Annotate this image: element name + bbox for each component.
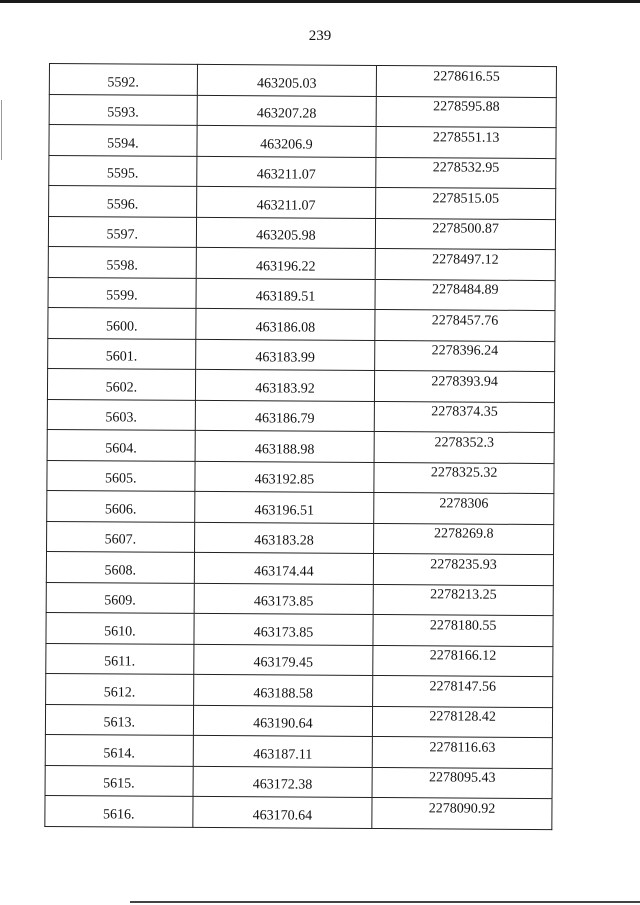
table-row [45,734,552,768]
x-coordinate-cell [197,64,377,96]
y-coordinate-text: 2278116.63 [429,740,496,756]
table-row [49,94,556,128]
x-coordinate-cell [194,491,374,523]
y-coordinate-cell [373,706,553,738]
x-coordinate-cell [194,522,374,554]
x-coordinate-text: 463173.85 [253,594,314,610]
x-coordinate-cell [195,461,375,493]
x-coordinate-cell [197,125,377,157]
y-coordinate-text: 2278306 [439,496,489,512]
x-coordinate-cell [195,400,375,432]
x-coordinate-text: 463186.79 [254,411,315,427]
point-number-text: 5601. [105,349,138,365]
x-coordinate-cell [193,705,373,737]
y-coordinate-cell [374,462,554,494]
y-coordinate-text: 2278180.55 [429,618,497,634]
x-coordinate-text: 463188.58 [253,686,313,702]
y-coordinate-text: 2278090.92 [428,801,496,817]
scan-edge-bottom [130,901,640,903]
table-row [47,460,554,494]
y-coordinate-text: 2278235.93 [430,557,497,573]
coordinates-table-body [45,64,557,830]
point-number-cell [47,399,195,430]
point-number-cell [47,368,195,399]
point-number-text: 5613. [103,715,136,731]
point-number-text: 5612. [103,685,136,701]
table-row [47,429,554,463]
y-coordinate-cell [374,492,554,524]
point-number-cell [45,704,193,735]
y-coordinate-cell [373,584,553,616]
x-coordinate-text: 463186.08 [255,320,316,336]
y-coordinate-cell [372,797,552,829]
y-coordinate-text: 2278616.55 [433,69,500,85]
y-coordinate-cell [375,370,555,402]
point-number-cell [48,216,196,247]
y-coordinate-cell [376,96,556,128]
point-number-cell [49,64,197,95]
point-number-cell [49,125,197,156]
x-coordinate-text: 463183.99 [255,350,315,366]
point-number-cell [47,429,195,460]
point-number-cell [46,582,194,613]
x-coordinate-cell [197,95,377,127]
x-coordinate-cell [193,766,373,798]
point-number-cell [45,795,193,826]
x-coordinate-cell [193,735,373,767]
x-coordinate-cell [192,796,372,828]
x-coordinate-cell [193,674,373,706]
point-number-text: 5606. [104,502,137,518]
y-coordinate-text: 2278147.56 [429,679,497,695]
y-coordinate-text: 2278551.13 [432,130,500,146]
x-coordinate-cell [193,644,373,676]
x-coordinate-text: 463179.45 [253,655,314,671]
x-coordinate-text: 463183.92 [255,381,315,397]
point-number-text: 5610. [104,624,136,640]
point-number-text: 5614. [103,746,135,762]
y-coordinate-text: 2278213.25 [430,587,497,603]
y-coordinate-text: 2278484.89 [431,282,499,298]
table-row [47,521,554,555]
point-number-cell [46,643,194,674]
point-number-text: 5598. [106,258,138,274]
x-coordinate-cell [194,552,374,584]
point-number-text: 5597. [106,227,139,243]
scan-edge-top [0,0,640,3]
y-coordinate-text: 2278393.94 [431,374,498,390]
y-coordinate-cell [374,553,554,585]
y-coordinate-cell [374,523,554,555]
point-number-cell [48,307,196,338]
point-number-cell [48,246,196,277]
x-coordinate-text: 463207.28 [256,106,317,122]
table-row [48,277,555,311]
x-coordinate-text: 463190.64 [253,716,313,732]
y-coordinate-text: 2278500.87 [432,221,499,238]
x-coordinate-text: 463189.51 [255,289,316,305]
x-coordinate-cell [194,583,374,615]
x-coordinate-text: 463170.64 [252,808,313,824]
y-coordinate-text: 2278352.3 [434,435,495,451]
point-number-cell [47,521,195,552]
point-number-text: 5615. [103,776,135,792]
point-number-text: 5599. [106,288,138,304]
coordinates-table [44,63,557,830]
point-number-text: 5593. [107,105,139,121]
point-number-cell [49,186,197,217]
table-row [46,612,553,646]
table-row [45,795,552,829]
x-coordinate-cell [196,156,376,188]
point-number-text: 5605. [104,471,137,487]
y-coordinate-cell [376,218,556,250]
y-coordinate-cell [372,736,552,768]
table-row [49,64,556,98]
y-coordinate-text: 2278396.24 [431,343,499,359]
y-coordinate-cell [372,767,552,799]
y-coordinate-cell [376,157,556,189]
x-coordinate-text: 463211.07 [256,198,316,214]
y-coordinate-text: 2278166.12 [429,648,497,664]
table-row [48,216,555,250]
point-number-cell [47,460,195,491]
table-row [49,125,556,159]
x-coordinate-text: 463205.03 [257,76,317,92]
y-coordinate-cell [373,675,553,707]
table-row [47,368,554,402]
x-coordinate-text: 463196.51 [254,503,315,519]
x-coordinate-text: 463211.07 [256,167,316,183]
table-row [46,582,553,616]
point-number-cell [48,338,196,369]
x-coordinate-cell [195,308,375,340]
y-coordinate-cell [377,66,557,98]
x-coordinate-text: 463206.9 [260,137,313,153]
point-number-text: 5600. [105,319,138,335]
point-number-text: 5609. [104,593,136,609]
y-coordinate-cell [373,614,553,646]
y-coordinate-text: 2278095.43 [428,770,496,786]
table-row [45,704,552,738]
y-coordinate-text: 2278269.8 [433,526,494,542]
x-coordinate-cell [195,430,375,462]
x-coordinate-text: 463196.22 [255,259,316,275]
point-number-text: 5594. [107,136,139,152]
table-row [46,643,553,677]
x-coordinate-text: 463183.28 [254,533,314,549]
point-number-cell [47,490,195,521]
table-row [49,186,556,220]
y-coordinate-cell [376,187,556,219]
y-coordinate-text: 2278595.88 [433,99,500,116]
point-number-cell [46,673,194,704]
table-row [47,490,554,524]
y-coordinate-cell [376,127,556,159]
y-coordinate-cell [373,645,553,677]
table-row [48,246,555,280]
table-row [45,765,552,799]
table-row [47,399,554,433]
y-coordinate-cell [375,340,555,372]
y-coordinate-cell [375,309,555,341]
x-coordinate-text: 463192.85 [254,472,315,488]
point-number-cell [45,765,193,796]
table-row [48,338,555,372]
x-coordinate-cell [194,613,374,645]
point-number-text: 5608. [104,563,137,579]
point-number-cell [48,277,196,308]
y-coordinate-cell [375,279,555,311]
point-number-text: 5604. [105,441,137,457]
page-number: 239 [308,28,332,44]
y-coordinate-text: 2278497.12 [432,252,499,268]
point-number-cell [49,155,197,186]
y-coordinate-cell [375,248,555,280]
y-coordinate-text: 2278374.35 [431,404,498,420]
x-coordinate-cell [195,339,375,371]
point-number-text: 5607. [104,532,137,548]
point-number-text: 5602. [105,380,138,396]
y-coordinate-text: 2278128.42 [429,709,496,725]
x-coordinate-cell [196,278,376,310]
x-coordinate-cell [195,369,375,401]
point-number-text: 5595. [106,166,139,182]
point-number-text: 5611. [104,654,136,670]
x-coordinate-cell [196,186,376,218]
point-number-text: 5592. [107,75,140,91]
y-coordinate-cell [374,431,554,463]
x-coordinate-text: 463173.85 [253,625,314,641]
x-coordinate-text: 463205.98 [256,228,316,244]
table-row [48,307,555,341]
y-coordinate-text: 2278325.32 [430,465,498,481]
point-number-cell [45,734,193,765]
point-number-text: 5596. [106,197,139,213]
point-number-text: 5603. [105,410,137,426]
x-coordinate-text: 463187.11 [253,747,313,763]
x-coordinate-cell [196,217,376,249]
y-coordinate-text: 2278457.76 [431,313,499,329]
y-coordinate-text: 2278515.05 [432,191,500,207]
point-number-cell [49,94,197,125]
y-coordinate-cell [375,401,555,433]
y-coordinate-text: 2278532.95 [432,160,500,177]
point-number-cell [46,612,194,643]
table-row [46,551,553,585]
x-coordinate-text: 463188.98 [254,442,315,458]
point-number-cell [46,551,194,582]
x-coordinate-text: 463172.38 [252,777,313,793]
table-row [49,155,556,189]
point-number-text: 5616. [102,807,135,823]
x-coordinate-text: 463174.44 [254,564,314,580]
scan-edge-left [1,100,2,160]
table-row [46,673,553,707]
x-coordinate-cell [196,247,376,279]
